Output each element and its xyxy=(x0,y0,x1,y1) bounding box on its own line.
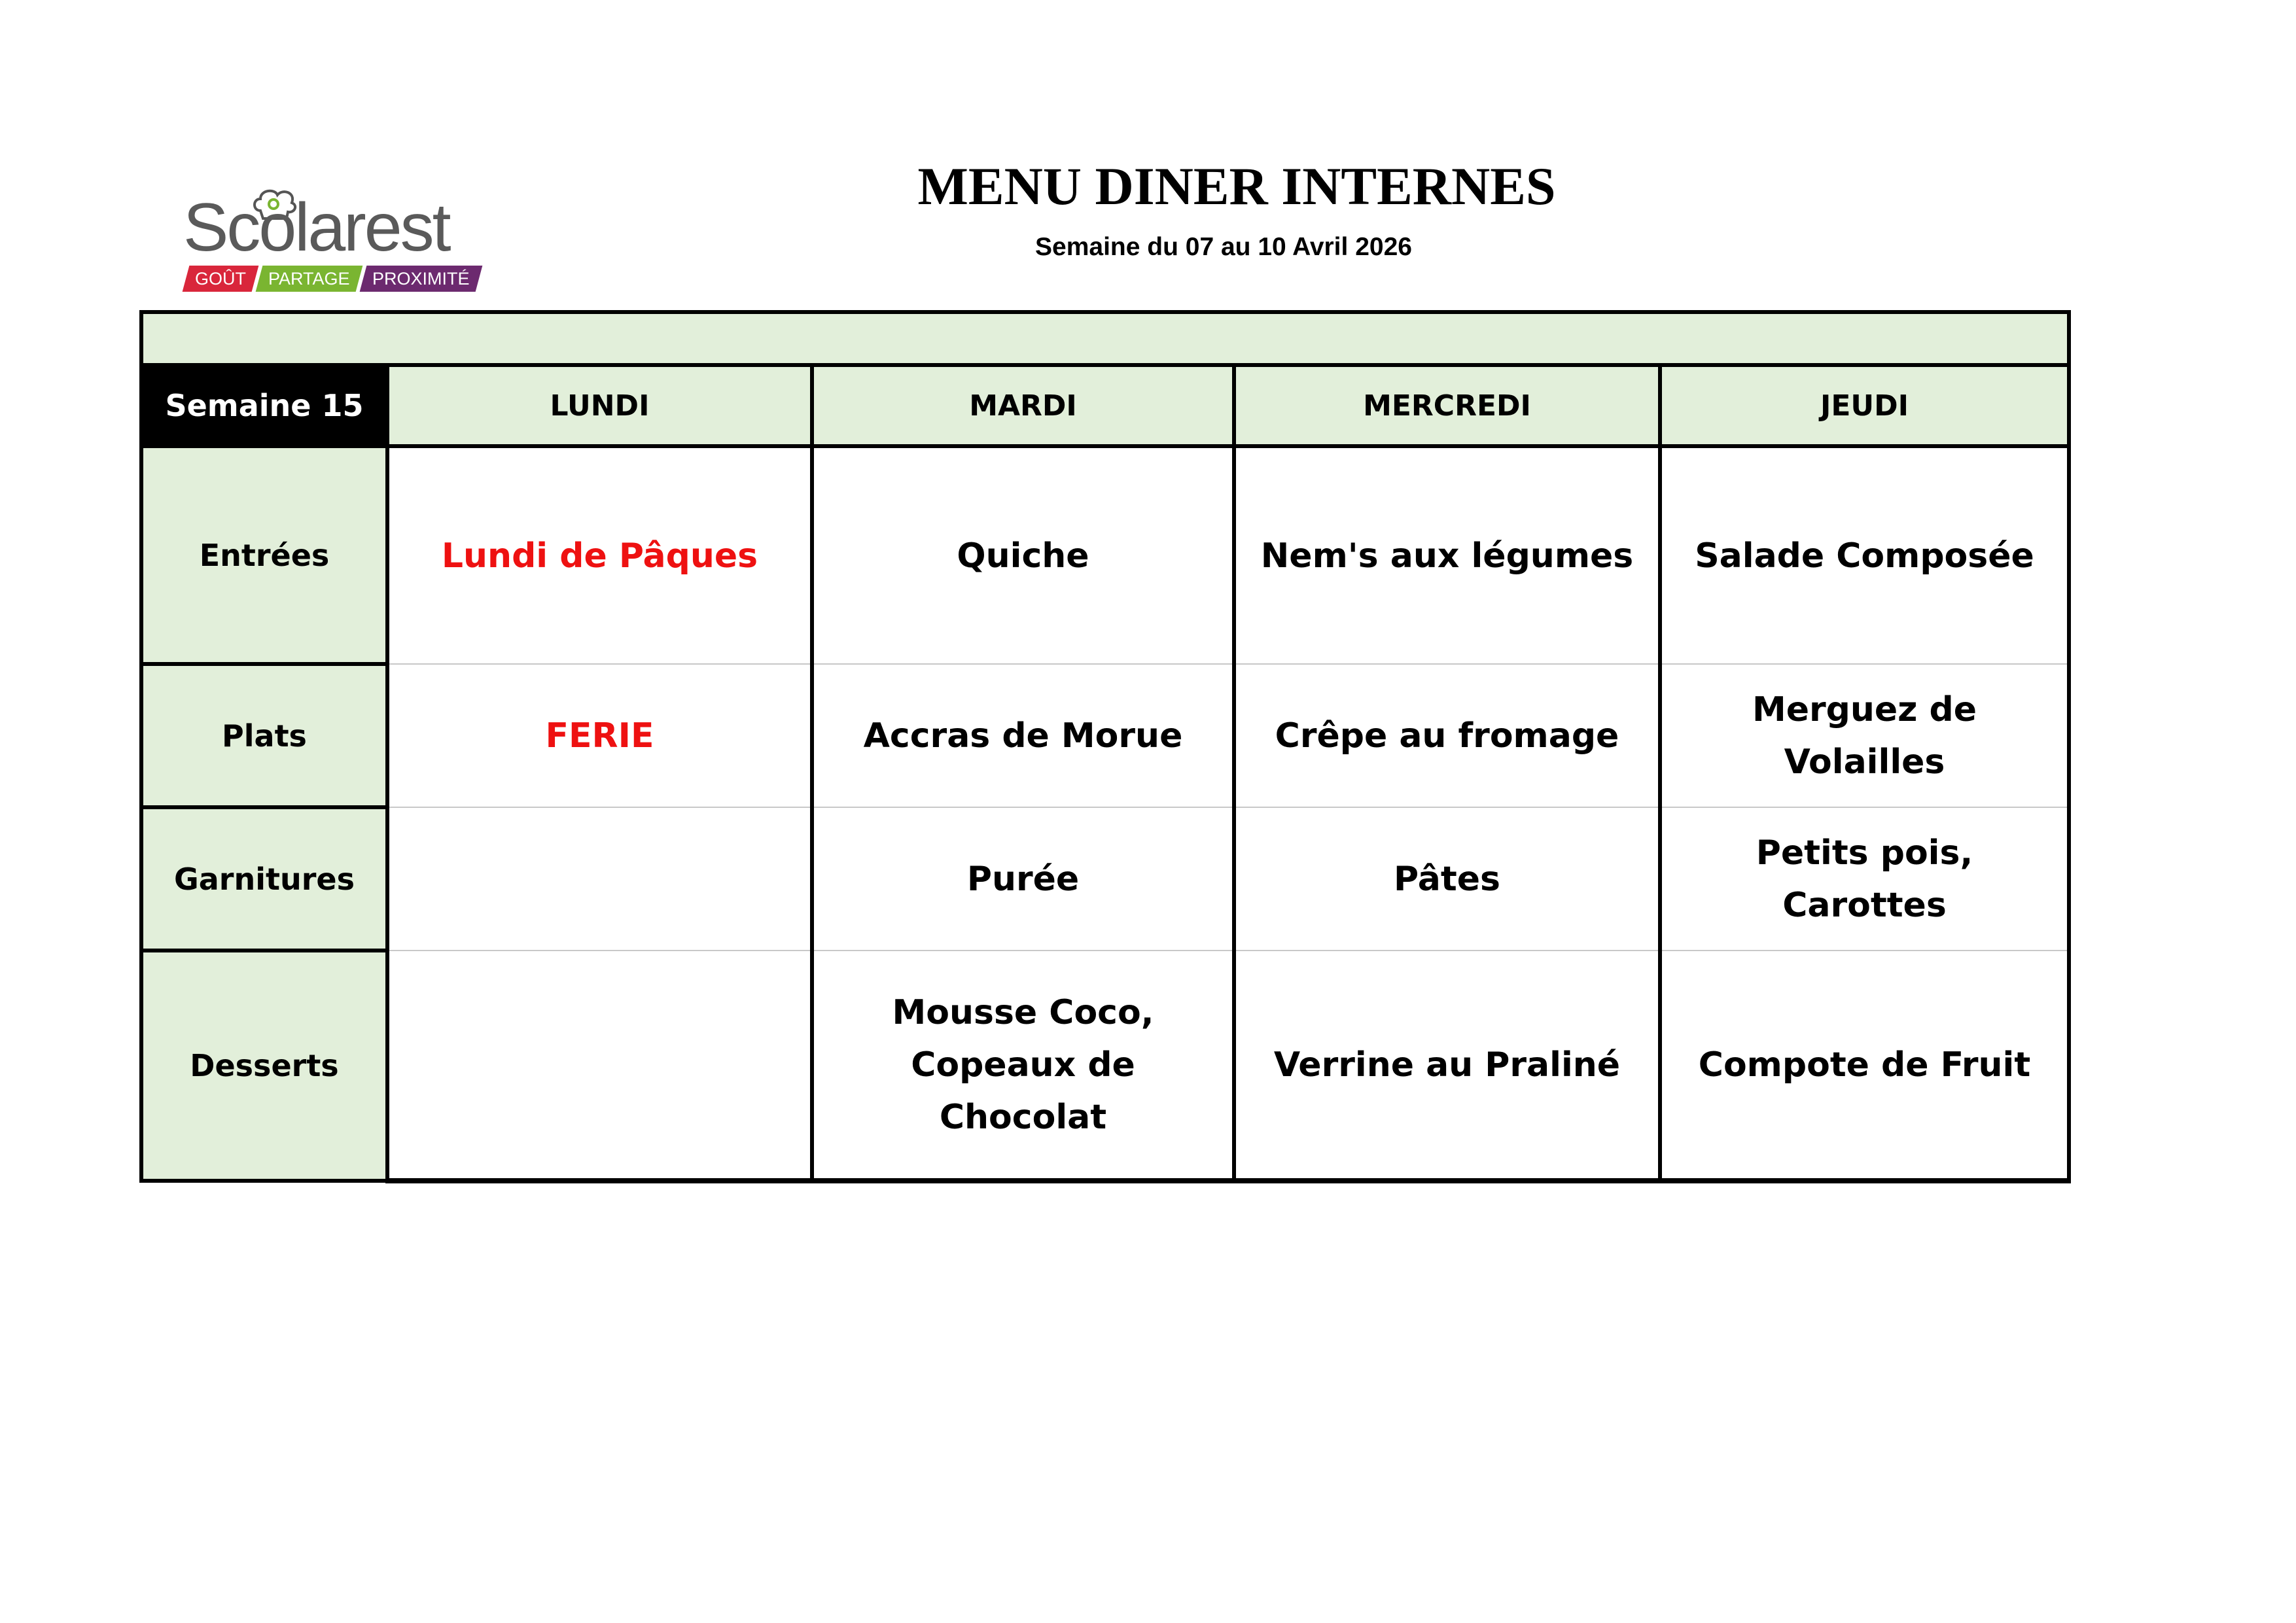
logo-tag-partage: PARTAGE xyxy=(256,266,362,292)
scolarest-logo xyxy=(183,184,484,296)
logo-tag-gout: GOÛT xyxy=(183,266,259,292)
page-title: MENU DINER INTERNES xyxy=(917,156,1556,216)
category-plats: Plats xyxy=(141,664,387,807)
table-row-plats xyxy=(141,664,2069,807)
menu-cell: Pâtes xyxy=(1234,807,1660,951)
menu-cell: Nem's aux légumes xyxy=(1234,446,1660,664)
menu-cell: Purée xyxy=(812,807,1234,951)
menu-cell: FERIE xyxy=(387,664,812,807)
menu-cell: Crêpe au fromage xyxy=(1234,664,1660,807)
day-header-row xyxy=(141,365,2069,446)
week-number: Semaine 15 xyxy=(141,365,387,446)
menu-table xyxy=(139,363,2071,1183)
menu-cell: Salade Composée xyxy=(1660,446,2069,664)
category-desserts: Desserts xyxy=(141,951,387,1181)
menu-cell: Mousse Coco, Copeaux de Chocolat xyxy=(812,951,1234,1181)
logo-tag-proximite: PROXIMITÉ xyxy=(359,266,482,292)
menu-cell: Accras de Morue xyxy=(812,664,1234,807)
menu-cell: Verrine au Praliné xyxy=(1234,951,1660,1181)
menu-cell: Compote de Fruit xyxy=(1660,951,2069,1181)
menu-cell xyxy=(387,951,812,1181)
day-header-jeudi: JEUDI xyxy=(1660,365,2069,446)
table-row-desserts xyxy=(141,951,2069,1181)
day-header-mardi: MARDI xyxy=(812,365,1234,446)
table-row-garnitures xyxy=(141,807,2069,951)
week-subtitle: Semaine du 07 au 10 Avril 2026 xyxy=(1035,233,1412,261)
menu-cell: Merguez de Volailles xyxy=(1660,664,2069,807)
menu-cell: Lundi de Pâques xyxy=(387,446,812,664)
logo-wordmark: Scolarest xyxy=(183,190,450,266)
table-row-entrees xyxy=(141,446,2069,664)
logo-tagline xyxy=(186,266,482,292)
menu-cell: Quiche xyxy=(812,446,1234,664)
day-header-lundi: LUNDI xyxy=(387,365,812,446)
menu-cell: Petits pois, Carottes xyxy=(1660,807,2069,951)
category-garnitures: Garnitures xyxy=(141,807,387,951)
menu-cell xyxy=(387,807,812,951)
day-header-mercredi: MERCREDI xyxy=(1234,365,1660,446)
category-entrees: Entrées xyxy=(141,446,387,664)
